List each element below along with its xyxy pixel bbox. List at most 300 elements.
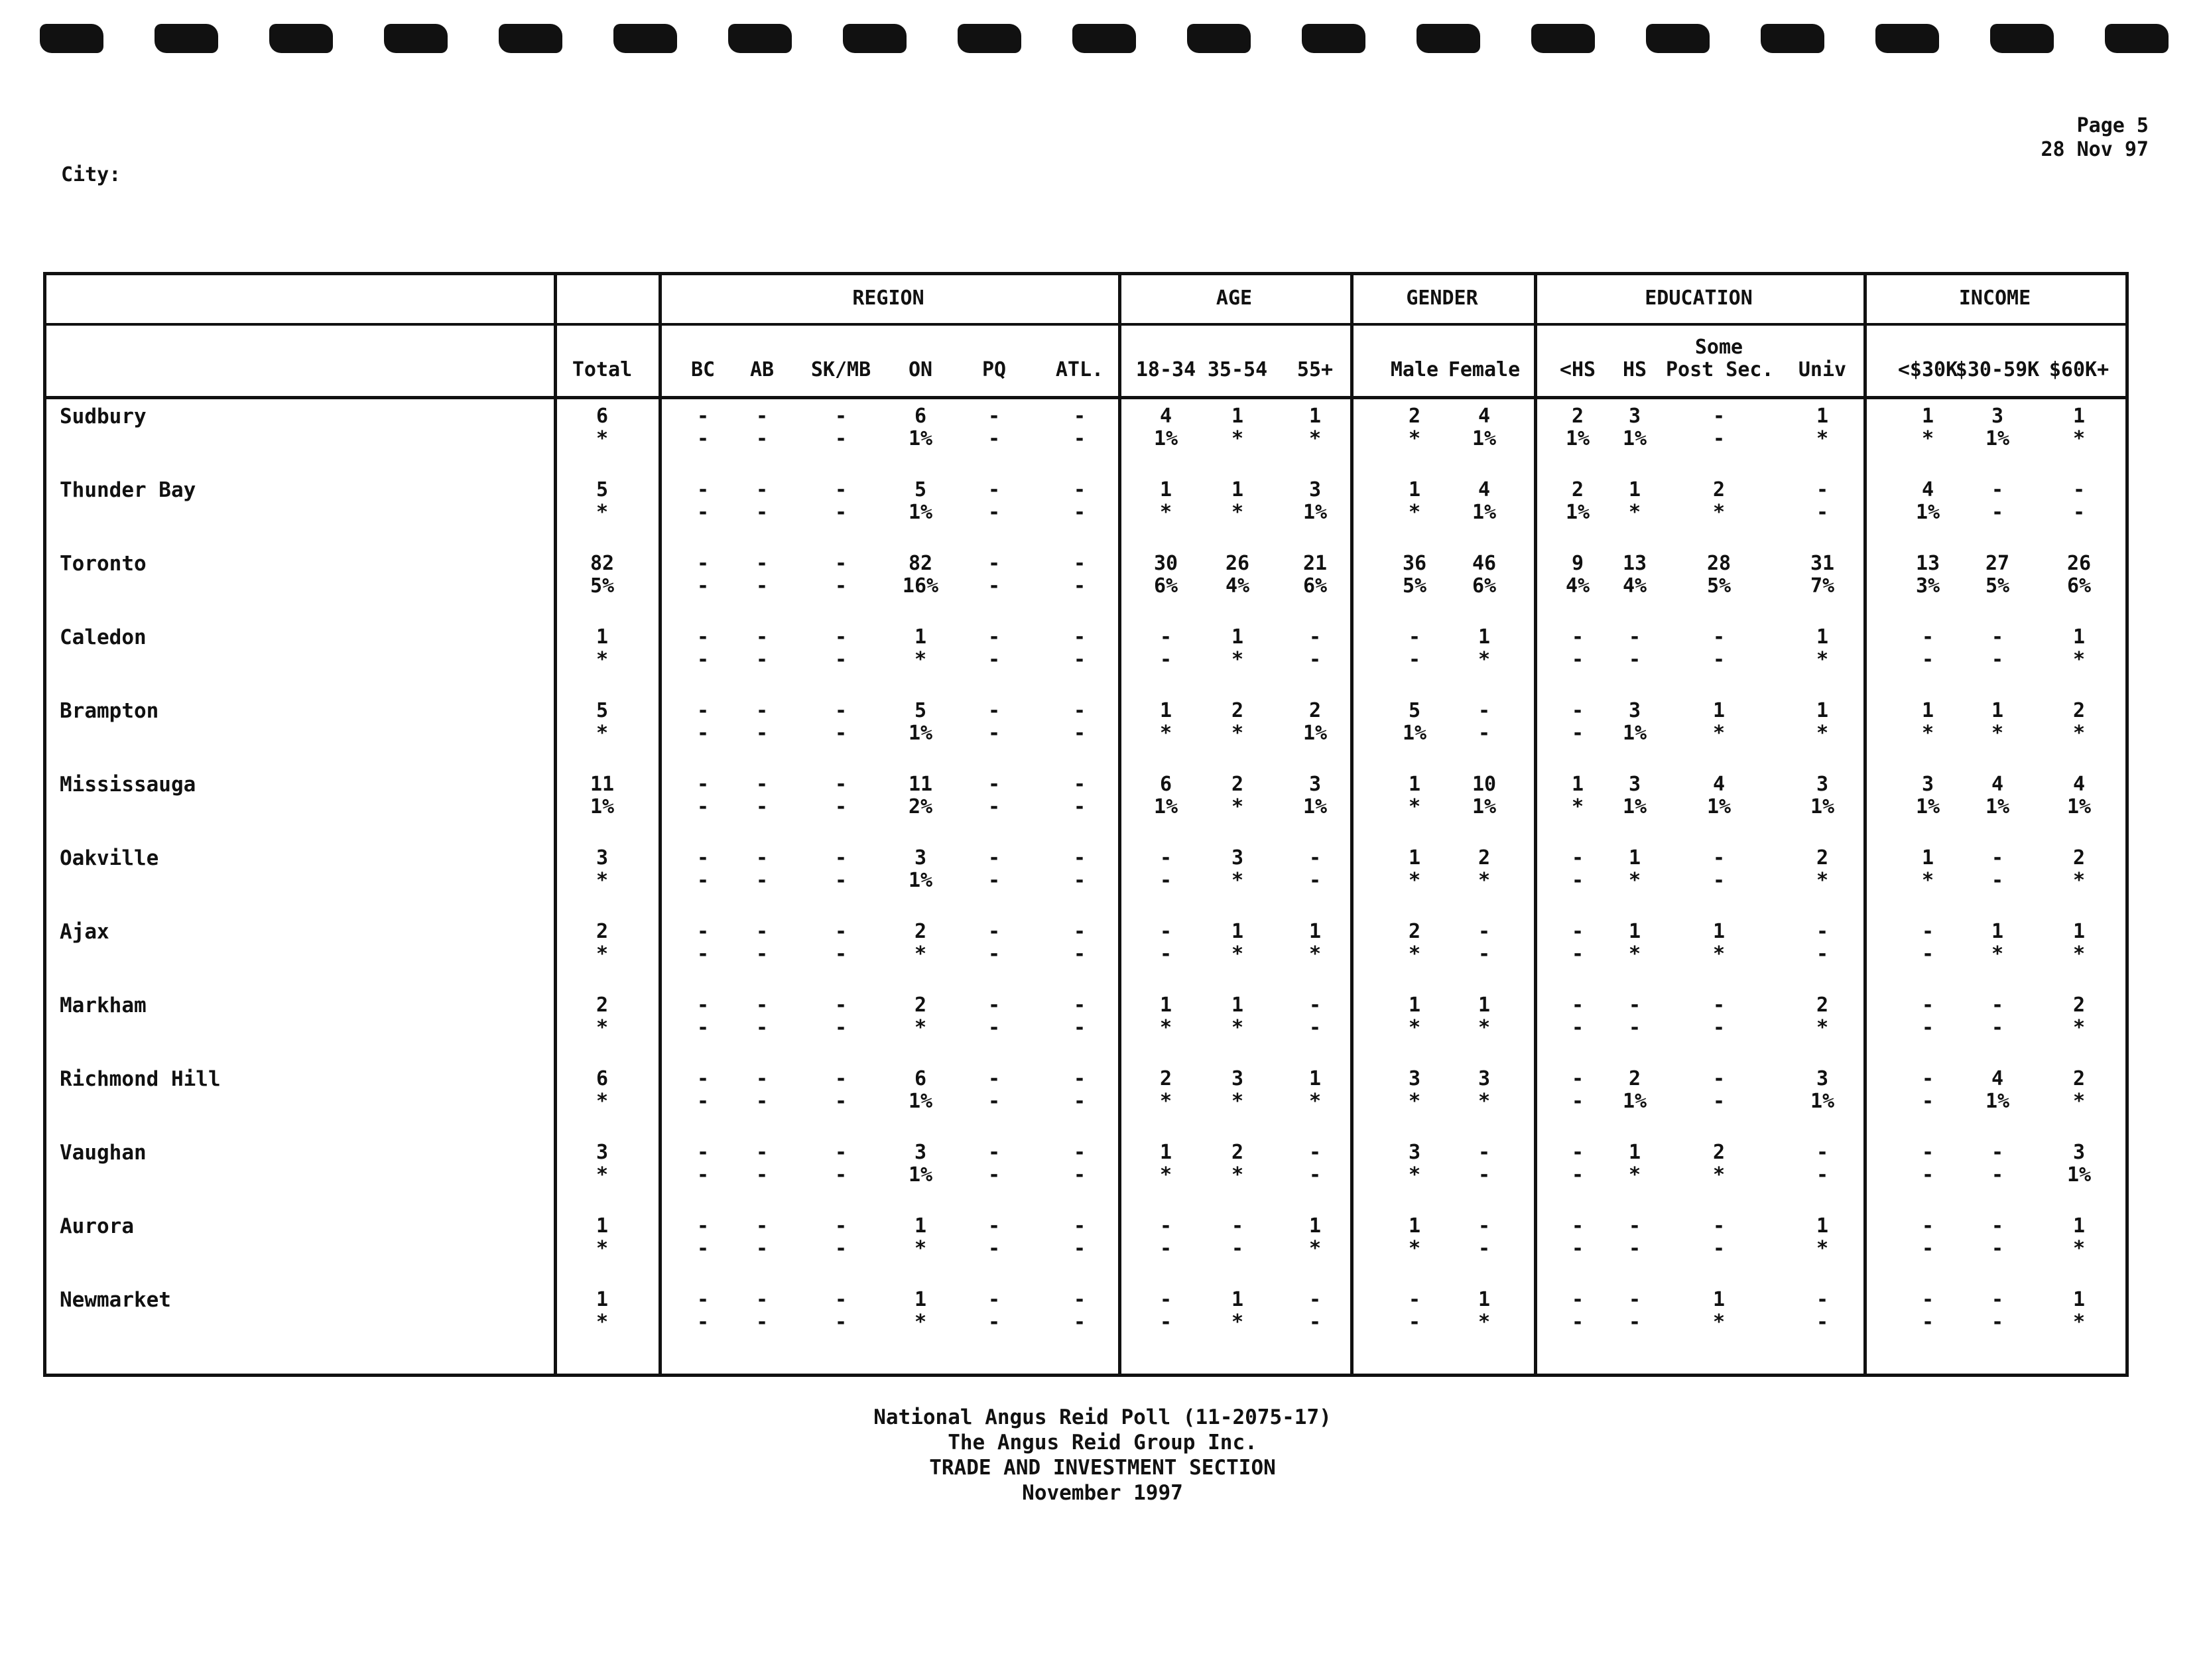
count-cell: 1 <box>1408 994 1421 1017</box>
row-label: Thunder Bay <box>60 478 196 502</box>
count-cell: 2 <box>1571 478 1584 501</box>
count-cell: 1 <box>1231 1288 1244 1311</box>
percent-cell: - <box>755 427 769 450</box>
count-cell: - <box>834 1141 848 1164</box>
percent-cell: 1% <box>1472 427 1497 450</box>
count-cell: - <box>1712 405 1726 428</box>
count-cell: - <box>1571 625 1584 649</box>
count-cell: - <box>755 846 769 870</box>
count-cell: 13 <box>1915 552 1940 575</box>
percent-cell: - <box>1073 1090 1086 1113</box>
count-cell: - <box>987 773 1001 796</box>
percent-cell: * <box>1408 869 1421 892</box>
count-cell: 1 <box>1921 699 1934 722</box>
count-cell: 1 <box>1308 1067 1322 1090</box>
group-header: REGION <box>852 287 924 310</box>
group-header: EDUCATION <box>1645 287 1753 310</box>
punch-hole <box>1302 24 1365 53</box>
percent-cell: * <box>914 1237 927 1260</box>
count-cell: 2 <box>2072 699 2086 722</box>
percent-cell: * <box>1408 501 1421 524</box>
percent-cell: - <box>987 1016 1001 1039</box>
group-header: INCOME <box>1958 287 2031 310</box>
percent-cell: * <box>1159 501 1172 524</box>
percent-cell: - <box>1159 648 1172 671</box>
count-cell: - <box>987 1214 1001 1238</box>
percent-cell: 1% <box>908 501 933 524</box>
count-cell: - <box>1073 846 1086 870</box>
percent-cell: - <box>755 574 769 598</box>
count-cell: 1 <box>1628 846 1641 870</box>
percent-cell: 1% <box>1472 501 1497 524</box>
report-footer <box>0 1405 2205 1506</box>
count-cell: 1 <box>914 625 927 649</box>
percent-cell: * <box>2072 869 2086 892</box>
count-cell: - <box>696 478 710 501</box>
percent-cell: * <box>914 1311 927 1334</box>
count-cell: - <box>1478 1141 1491 1164</box>
percent-cell: 5% <box>1985 574 2010 598</box>
count-cell: - <box>696 405 710 428</box>
percent-cell: - <box>1231 1237 1244 1260</box>
percent-cell: * <box>2072 1090 2086 1113</box>
page-number: Page 5 <box>2076 114 2149 137</box>
percent-cell: - <box>1408 648 1421 671</box>
percent-cell: - <box>1308 1163 1322 1187</box>
percent-cell: * <box>1231 501 1244 524</box>
percent-cell: * <box>1921 722 1934 745</box>
percent-cell: * <box>1408 942 1421 966</box>
count-cell: 1 <box>914 1288 927 1311</box>
percent-cell: - <box>1628 1016 1641 1039</box>
count-cell: 1 <box>2072 1214 2086 1238</box>
count-cell: 1 <box>1478 1288 1491 1311</box>
punch-hole <box>613 24 677 53</box>
count-cell: 1 <box>1408 478 1421 501</box>
percent-cell: - <box>1073 648 1086 671</box>
percent-cell: 1% <box>2066 1163 2092 1187</box>
percent-cell: 5% <box>1706 574 1732 598</box>
percent-cell: * <box>1231 427 1244 450</box>
count-cell: - <box>834 994 848 1017</box>
count-cell: 6 <box>914 1067 927 1090</box>
percent-cell: - <box>696 942 710 966</box>
count-cell: 3 <box>1308 773 1322 796</box>
percent-cell: * <box>2072 1311 2086 1334</box>
percent-cell: - <box>1628 1311 1641 1334</box>
percent-cell: - <box>834 1090 848 1113</box>
body-divider <box>46 396 2126 399</box>
percent-cell: * <box>596 427 609 450</box>
percent-cell: * <box>1921 427 1934 450</box>
punch-hole <box>1646 24 1710 53</box>
count-cell: 1 <box>2072 625 2086 649</box>
count-cell: - <box>696 920 710 943</box>
punch-hole <box>728 24 792 53</box>
crosstab-table <box>43 272 2129 1377</box>
percent-cell: - <box>1712 648 1726 671</box>
percent-cell: 1% <box>1622 1090 1647 1113</box>
count-cell: - <box>1712 1067 1726 1090</box>
row-label: Brampton <box>60 699 159 723</box>
count-cell: 3 <box>2072 1141 2086 1164</box>
count-cell: - <box>1991 1288 2004 1311</box>
percent-cell: 1% <box>1565 427 1590 450</box>
count-cell: - <box>1921 1067 1934 1090</box>
column-header: ATL. <box>1055 358 1104 381</box>
percent-cell: * <box>1231 795 1244 818</box>
percent-cell: - <box>1478 1237 1491 1260</box>
percent-cell: - <box>1308 1311 1322 1334</box>
percent-cell: * <box>2072 1016 2086 1039</box>
count-cell: 1 <box>1408 1214 1421 1238</box>
count-cell: - <box>755 920 769 943</box>
count-cell: 1 <box>1231 478 1244 501</box>
count-cell: - <box>987 552 1001 575</box>
count-cell: 27 <box>1985 552 2010 575</box>
percent-cell: * <box>2072 427 2086 450</box>
percent-cell: * <box>1628 501 1641 524</box>
percent-cell: - <box>834 574 848 598</box>
percent-cell: - <box>696 501 710 524</box>
percent-cell: 1% <box>1153 795 1178 818</box>
percent-cell: - <box>755 722 769 745</box>
percent-cell: * <box>914 942 927 966</box>
percent-cell: - <box>1991 648 2004 671</box>
percent-cell: - <box>1712 1237 1726 1260</box>
percent-cell: - <box>1921 1311 1934 1334</box>
percent-cell: - <box>834 942 848 966</box>
count-cell: 2 <box>1816 994 1829 1017</box>
count-cell: - <box>696 846 710 870</box>
percent-cell: 6% <box>2066 574 2092 598</box>
count-cell: - <box>1159 846 1172 870</box>
punch-hole <box>40 24 103 53</box>
count-cell: 6 <box>596 405 609 428</box>
count-cell: 1 <box>1991 920 2004 943</box>
count-cell: - <box>834 1214 848 1238</box>
count-cell: - <box>1073 405 1086 428</box>
count-cell: - <box>696 699 710 722</box>
count-cell: 1 <box>2072 1288 2086 1311</box>
percent-cell: * <box>1816 1016 1829 1039</box>
count-cell: - <box>755 1141 769 1164</box>
count-cell: - <box>834 773 848 796</box>
percent-cell: 1% <box>1810 795 1835 818</box>
percent-cell: - <box>1991 1163 2004 1187</box>
count-cell: - <box>834 625 848 649</box>
count-cell: - <box>987 1288 1001 1311</box>
count-cell: 1 <box>1159 478 1172 501</box>
footer-section: TRADE AND INVESTMENT SECTION <box>929 1456 1276 1480</box>
count-cell: - <box>834 478 848 501</box>
count-cell: 2 <box>596 994 609 1017</box>
percent-cell: * <box>1991 722 2004 745</box>
percent-cell: * <box>2072 648 2086 671</box>
percent-cell: * <box>1231 722 1244 745</box>
count-cell: 4 <box>1478 478 1491 501</box>
count-cell: - <box>755 552 769 575</box>
row-label: Ajax <box>60 920 109 944</box>
percent-cell: - <box>1991 1311 2004 1334</box>
row-label: Sudbury <box>60 405 147 428</box>
count-cell: - <box>1478 920 1491 943</box>
column-header: PQ <box>981 358 1007 381</box>
count-cell: - <box>1308 625 1322 649</box>
count-cell: 26 <box>1225 552 1250 575</box>
percent-cell: - <box>755 942 769 966</box>
percent-cell: 1% <box>1706 795 1732 818</box>
percent-cell: * <box>1712 942 1726 966</box>
percent-cell: * <box>1308 1237 1322 1260</box>
percent-cell: - <box>1571 942 1584 966</box>
count-cell: 9 <box>1571 552 1584 575</box>
count-cell: 82 <box>590 552 615 575</box>
percent-cell: * <box>1478 1016 1491 1039</box>
percent-cell: 1% <box>908 722 933 745</box>
count-cell: - <box>755 405 769 428</box>
percent-cell: * <box>1408 427 1421 450</box>
percent-cell: - <box>1571 1090 1584 1113</box>
percent-cell: - <box>987 574 1001 598</box>
percent-cell: 1% <box>1402 722 1427 745</box>
count-cell: 1 <box>596 625 609 649</box>
count-cell: 2 <box>1159 1067 1172 1090</box>
percent-cell: - <box>987 427 1001 450</box>
percent-cell: 1% <box>908 427 933 450</box>
count-cell: 1 <box>1816 625 1829 649</box>
percent-cell: - <box>1712 1090 1726 1113</box>
count-cell: 4 <box>1991 1067 2004 1090</box>
percent-cell: * <box>1231 942 1244 966</box>
count-cell: 1 <box>1308 1214 1322 1238</box>
percent-cell: * <box>1712 722 1726 745</box>
count-cell: - <box>1073 1141 1086 1164</box>
count-cell: - <box>696 552 710 575</box>
percent-cell: 1% <box>1915 795 1940 818</box>
count-cell: - <box>1991 478 2004 501</box>
column-header: $30-59K <box>1955 358 2040 381</box>
count-cell: - <box>987 1141 1001 1164</box>
binder-punch-strip <box>40 20 2175 60</box>
percent-cell: - <box>834 648 848 671</box>
percent-cell: * <box>1712 501 1726 524</box>
count-cell: 1 <box>1159 1141 1172 1164</box>
percent-cell: 1% <box>1565 501 1590 524</box>
percent-cell: - <box>696 574 710 598</box>
percent-cell: - <box>1478 942 1491 966</box>
percent-cell: - <box>1571 1016 1584 1039</box>
percent-cell: * <box>596 1090 609 1113</box>
percent-cell: - <box>755 1090 769 1113</box>
percent-cell: - <box>1991 501 2004 524</box>
column-header: 18-34 <box>1135 358 1196 381</box>
count-cell: - <box>755 1214 769 1238</box>
percent-cell: * <box>596 501 609 524</box>
count-cell: 2 <box>1816 846 1829 870</box>
count-cell: 1 <box>1921 405 1934 428</box>
count-cell: - <box>1571 1067 1584 1090</box>
count-cell: 1 <box>1712 1288 1726 1311</box>
percent-cell: - <box>1628 1237 1641 1260</box>
percent-cell: * <box>1408 1237 1421 1260</box>
count-cell: 1 <box>1712 920 1726 943</box>
row-label: Markham <box>60 994 147 1017</box>
percent-cell: - <box>755 1237 769 1260</box>
punch-hole <box>843 24 907 53</box>
percent-cell: * <box>1408 1016 1421 1039</box>
column-header: Total <box>572 358 633 381</box>
count-cell: 21 <box>1302 552 1328 575</box>
percent-cell: - <box>1478 1163 1491 1187</box>
percent-cell: - <box>1308 869 1322 892</box>
percent-cell: 4% <box>1225 574 1250 598</box>
count-cell: - <box>834 1067 848 1090</box>
percent-cell: - <box>1159 942 1172 966</box>
count-cell: 2 <box>914 994 927 1017</box>
count-cell: - <box>755 478 769 501</box>
footer-poll-title: National Angus Reid Poll (11-2075-17) <box>873 1405 1332 1429</box>
percent-cell: - <box>987 648 1001 671</box>
percent-cell: * <box>1816 722 1829 745</box>
percent-cell: * <box>1231 869 1244 892</box>
percent-cell: - <box>1571 1163 1584 1187</box>
count-cell: - <box>1571 1141 1584 1164</box>
count-cell: - <box>987 920 1001 943</box>
count-cell: 5 <box>596 478 609 501</box>
count-cell: - <box>1921 1214 1934 1238</box>
column-header: HS <box>1622 358 1647 381</box>
count-cell: - <box>1571 846 1584 870</box>
count-cell: 5 <box>914 478 927 501</box>
percent-cell: - <box>834 1163 848 1187</box>
row-label: Newmarket <box>60 1288 171 1312</box>
count-cell: 3 <box>1408 1141 1421 1164</box>
column-header: SK/MB <box>810 358 871 381</box>
count-cell: 6 <box>914 405 927 428</box>
percent-cell: - <box>1571 1237 1584 1260</box>
percent-cell: - <box>1921 1016 1934 1039</box>
count-cell: 2 <box>1712 1141 1726 1164</box>
percent-cell: 6% <box>1302 574 1328 598</box>
percent-cell: * <box>1712 1163 1726 1187</box>
count-cell: - <box>696 773 710 796</box>
count-cell: 3 <box>596 846 609 870</box>
count-cell: 4 <box>1712 773 1726 796</box>
count-cell: - <box>755 773 769 796</box>
count-cell: - <box>834 405 848 428</box>
count-cell: 46 <box>1472 552 1497 575</box>
count-cell: - <box>696 1288 710 1311</box>
percent-cell: - <box>987 1163 1001 1187</box>
count-cell: 2 <box>1231 773 1244 796</box>
count-cell: - <box>1816 1141 1829 1164</box>
percent-cell: 1% <box>1302 501 1328 524</box>
count-cell: 3 <box>1816 773 1829 796</box>
count-cell: 2 <box>2072 1067 2086 1090</box>
count-cell: 1 <box>1921 846 1934 870</box>
count-cell: 1 <box>2072 920 2086 943</box>
percent-cell: - <box>1921 1163 1934 1187</box>
column-header: <$30K <box>1897 358 1958 381</box>
count-cell: 1 <box>2072 405 2086 428</box>
percent-cell: - <box>1159 1311 1172 1334</box>
count-cell: - <box>1712 1214 1726 1238</box>
percent-cell: * <box>1159 1163 1172 1187</box>
count-cell: 82 <box>908 552 933 575</box>
count-cell: - <box>1073 773 1086 796</box>
percent-cell: 1% <box>1622 427 1647 450</box>
percent-cell: * <box>1816 1237 1829 1260</box>
count-cell: 4 <box>1921 478 1934 501</box>
percent-cell: - <box>755 648 769 671</box>
percent-cell: * <box>1159 722 1172 745</box>
percent-cell: - <box>834 795 848 818</box>
count-cell: 1 <box>1712 699 1726 722</box>
percent-cell: * <box>1478 1090 1491 1113</box>
count-cell: 3 <box>914 846 927 870</box>
column-header: ON <box>908 358 933 381</box>
count-cell: - <box>1073 1214 1086 1238</box>
percent-cell: 1% <box>2066 795 2092 818</box>
count-cell: - <box>755 994 769 1017</box>
count-cell: - <box>1159 625 1172 649</box>
percent-cell: - <box>987 1090 1001 1113</box>
footer-company: The Angus Reid Group Inc. <box>948 1431 1257 1454</box>
percent-cell: - <box>1712 427 1726 450</box>
percent-cell: 1% <box>1985 795 2010 818</box>
row-label: Caledon <box>60 625 147 649</box>
percent-cell: - <box>1073 1237 1086 1260</box>
percent-cell: - <box>755 869 769 892</box>
percent-cell: - <box>1571 648 1584 671</box>
percent-cell: - <box>987 795 1001 818</box>
count-cell: 28 <box>1706 552 1732 575</box>
group-header: GENDER <box>1406 287 1478 310</box>
percent-cell: - <box>1571 869 1584 892</box>
percent-cell: * <box>1991 942 2004 966</box>
percent-cell: 1% <box>1985 1090 2010 1113</box>
percent-cell: 1% <box>1153 427 1178 450</box>
count-cell: - <box>1478 1214 1491 1238</box>
percent-cell: * <box>1628 869 1641 892</box>
count-cell: - <box>1628 1214 1641 1238</box>
count-cell: - <box>987 1067 1001 1090</box>
percent-cell: * <box>2072 942 2086 966</box>
count-cell: - <box>696 625 710 649</box>
percent-cell: * <box>1478 1311 1491 1334</box>
percent-cell: * <box>596 1311 609 1334</box>
percent-cell: - <box>1073 501 1086 524</box>
percent-cell: * <box>1231 1163 1244 1187</box>
count-cell: 1 <box>1991 699 2004 722</box>
count-cell: - <box>1991 994 2004 1017</box>
percent-cell: - <box>755 1311 769 1334</box>
count-cell: 1 <box>596 1214 609 1238</box>
count-cell: 5 <box>596 699 609 722</box>
percent-cell: 1% <box>1915 501 1940 524</box>
percent-cell: - <box>1408 1311 1421 1334</box>
column-header: Univ <box>1798 358 1847 381</box>
count-cell: - <box>1816 478 1829 501</box>
count-cell: 1 <box>1408 773 1421 796</box>
count-cell: - <box>1073 920 1086 943</box>
count-cell: 3 <box>596 1141 609 1164</box>
count-cell: 1 <box>1308 920 1322 943</box>
count-cell: 13 <box>1622 552 1647 575</box>
count-cell: - <box>696 1214 710 1238</box>
punch-hole <box>384 24 448 53</box>
